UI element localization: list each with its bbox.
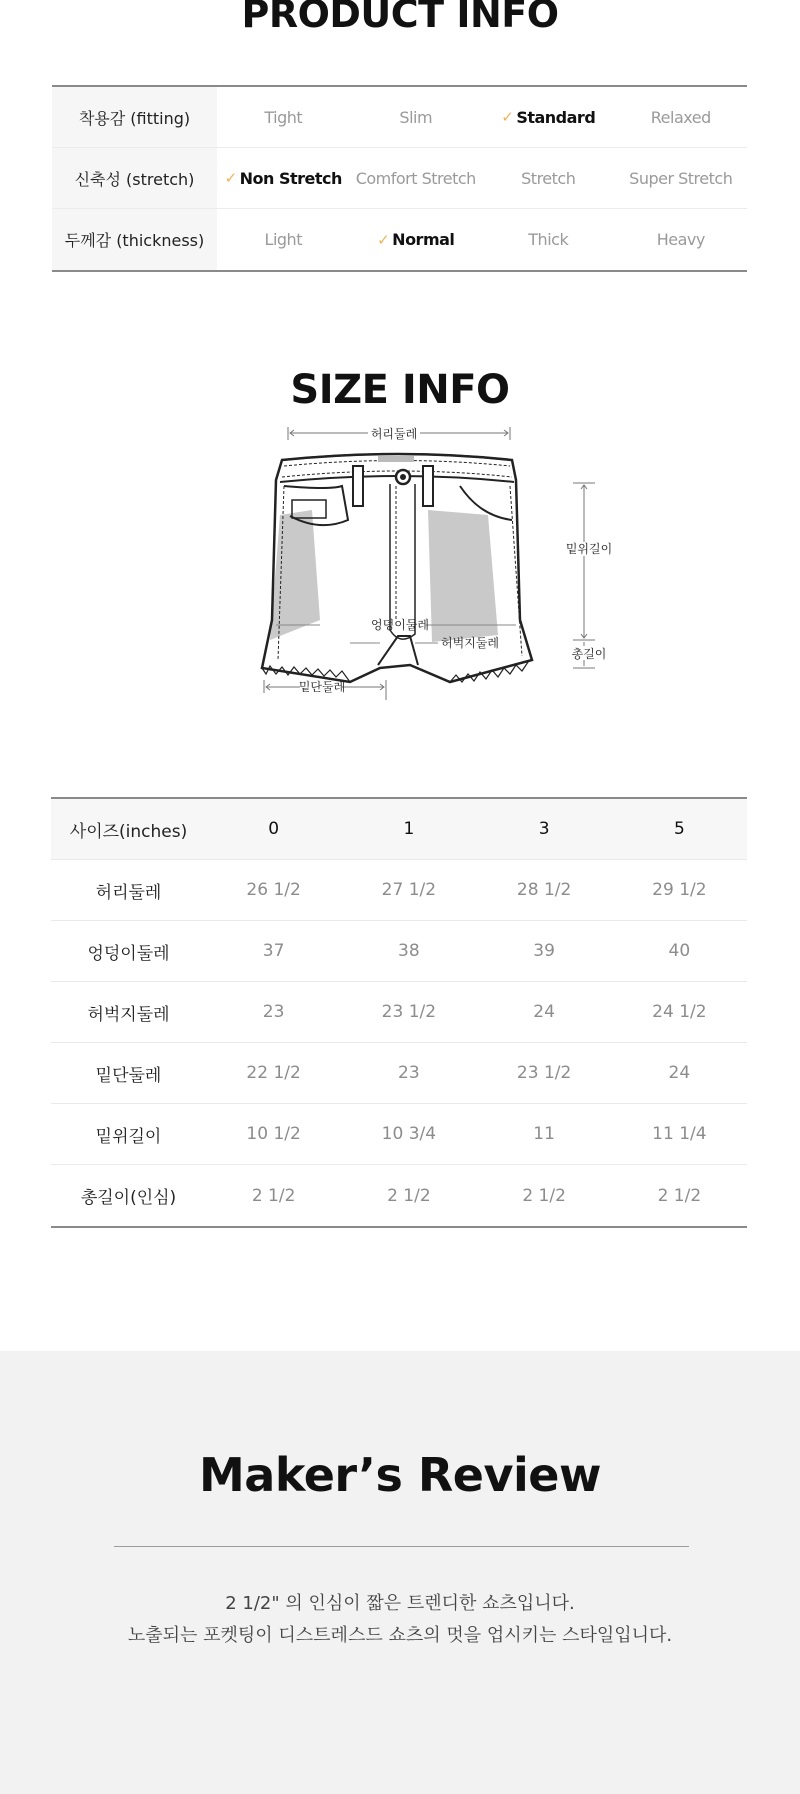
size-cell: 10 1/2 — [246, 1124, 301, 1144]
product-info-title: PRODUCT INFO — [241, 0, 559, 36]
size-cell: 2 1/2 — [522, 1185, 566, 1206]
product-info-option: Heavy — [656, 230, 705, 249]
product-info-option: Light — [264, 230, 302, 249]
size-cell: 23 — [398, 1063, 420, 1083]
table-row — [51, 1165, 747, 1226]
table-row — [51, 1104, 747, 1165]
product-info-option: Comfort Stretch — [355, 168, 476, 188]
size-column-header: 5 — [673, 819, 685, 839]
size-cell: 39 — [533, 941, 555, 961]
size-cell: 2 1/2 — [387, 1185, 431, 1206]
product-info-option: ✓ Non Stretch — [224, 168, 342, 188]
product-info-option: Relaxed — [650, 107, 711, 127]
size-cell: 22 1/2 — [246, 1063, 301, 1083]
size-table-header — [51, 799, 747, 860]
divider — [114, 1546, 689, 1547]
product-info-row-label: 신축성 (stretch) — [52, 148, 217, 208]
diagram-label-length: 총길이 — [571, 647, 607, 661]
table-row — [51, 860, 747, 921]
size-row-label: 총길이(인심) — [80, 1188, 177, 1208]
review-line: 2 1/2" 의 인심이 짧은 트렌디한 쇼츠입니다. — [225, 1593, 575, 1614]
product-info-option: Super Stretch — [629, 168, 733, 188]
size-table-header-label: 사이즈(inches) — [69, 821, 188, 842]
size-info-title: SIZE INFO — [290, 367, 510, 413]
size-cell: 37 — [262, 941, 285, 961]
size-cell: 23 — [262, 1002, 285, 1022]
size-cell: 11 — [533, 1124, 555, 1144]
size-cell: 29 1/2 — [652, 880, 707, 900]
makers-review-title: Maker’s Review — [199, 1448, 601, 1502]
diagram-label-thigh: 허벅지둘레 — [441, 636, 499, 650]
size-row-label: 밑단둘레 — [95, 1065, 162, 1086]
product-info-row-thickness — [52, 209, 747, 270]
table-row — [51, 1043, 747, 1104]
size-column-header: 0 — [268, 819, 280, 839]
size-cell: 2 1/2 — [251, 1185, 296, 1206]
size-cell: 28 1/2 — [516, 880, 572, 900]
table-row — [51, 982, 747, 1043]
size-cell: 24 — [668, 1063, 691, 1083]
diagram-label-waist: 허리둘레 — [370, 427, 418, 441]
rise-measure — [573, 483, 595, 640]
product-info-row-stretch — [52, 148, 747, 209]
size-cell: 26 1/2 — [246, 880, 301, 900]
size-cell: 24 1/2 — [652, 1002, 707, 1022]
size-cell: 38 — [398, 941, 420, 961]
makers-review-section — [0, 1351, 800, 1794]
size-cell: 24 — [533, 1002, 555, 1022]
product-info-option: Stretch — [521, 168, 576, 188]
size-cell: 40 — [668, 941, 691, 961]
diagram-label-rise: 밑위길이 — [565, 542, 613, 556]
product-info-option: ✓ Normal — [377, 230, 455, 249]
product-info-option: ✓ Standard — [501, 107, 596, 127]
product-info-table — [52, 85, 747, 272]
check-icon: ✓ — [224, 169, 237, 187]
size-row-label: 밑위길이 — [95, 1126, 162, 1147]
size-cell: 23 1/2 — [381, 1002, 437, 1022]
size-column-header: 3 — [538, 819, 550, 839]
size-column-header: 1 — [403, 819, 415, 839]
check-icon: ✓ — [501, 108, 514, 126]
product-info-option: Thick — [528, 230, 569, 249]
size-row-label: 허벅지둘레 — [87, 1004, 170, 1025]
product-info-option: Slim — [399, 107, 433, 127]
diagram-label-hip: 엉덩이둘레 — [371, 618, 429, 632]
product-info-row-label: 두께감 (thickness) — [52, 209, 217, 270]
size-row-label: 엉덩이둘레 — [87, 943, 170, 964]
product-info-option: Tight — [264, 107, 303, 127]
shorts-size-diagram — [250, 420, 630, 710]
size-cell: 11 1/4 — [652, 1124, 707, 1144]
size-cell: 27 1/2 — [381, 880, 437, 900]
product-info-row-label: 착용감 (fitting) — [52, 87, 217, 147]
review-line: 노출되는 포켓팅이 디스트레스드 쇼츠의 멋을 업시키는 스타일입니다. — [127, 1625, 673, 1646]
size-cell: 23 1/2 — [516, 1063, 572, 1083]
size-cell: 10 3/4 — [381, 1124, 437, 1144]
diagram-label-hem: 밑단둘레 — [298, 680, 346, 694]
makers-review-text — [0, 1588, 800, 1652]
size-cell: 2 1/2 — [657, 1185, 702, 1206]
check-icon: ✓ — [377, 230, 390, 249]
size-table — [51, 797, 747, 1228]
table-row — [51, 921, 747, 982]
product-info-row-fitting — [52, 87, 747, 148]
size-row-label: 허리둘레 — [95, 882, 162, 903]
